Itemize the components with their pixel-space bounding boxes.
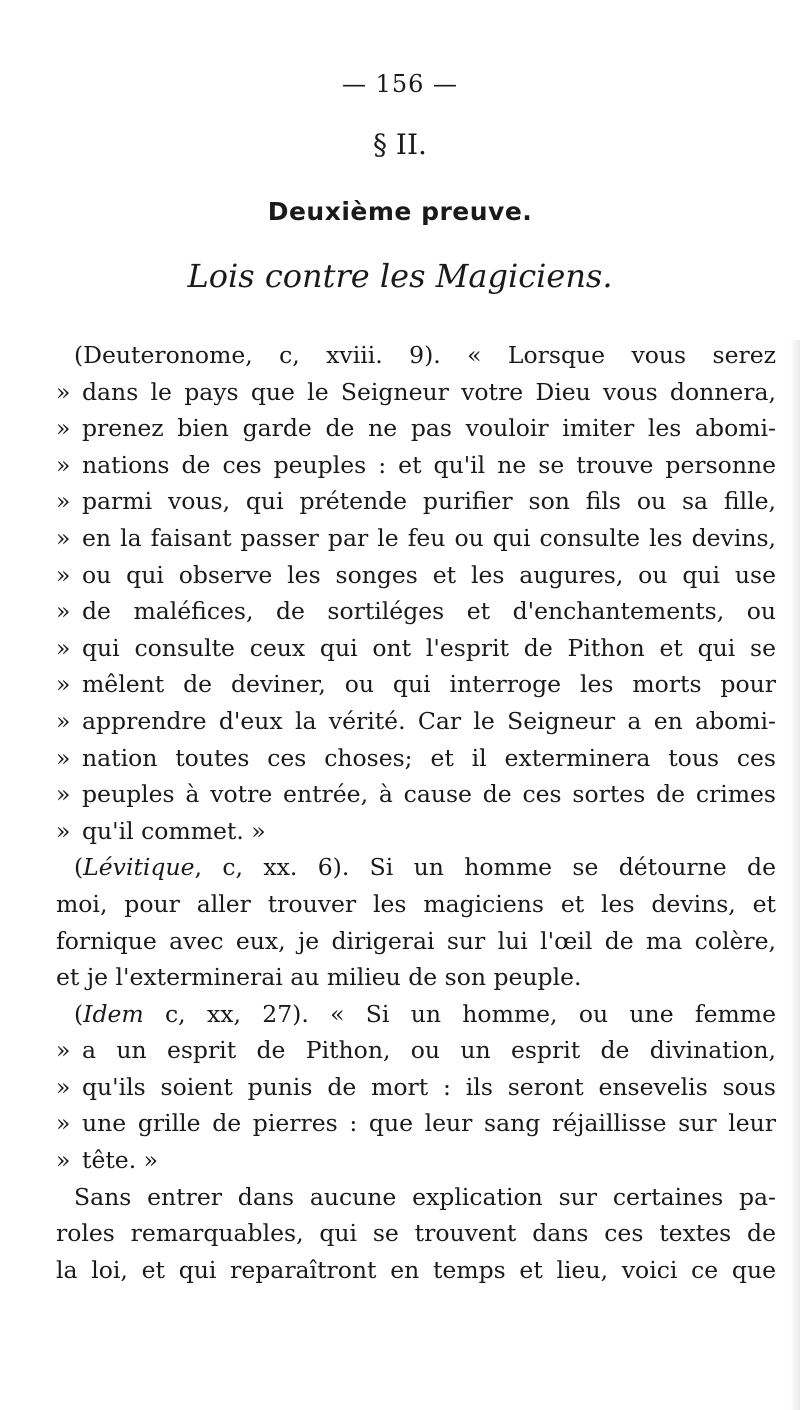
text-line <box>56 557 776 594</box>
quote-mark: » <box>56 560 71 589</box>
text-line <box>56 1179 776 1216</box>
line-text: nations de ces peuples : et qu'il ne se trouve personne <box>82 450 776 479</box>
text-line <box>56 374 776 411</box>
text-line <box>56 593 776 630</box>
line-text: a un esprit de Pithon, ou un esprit de divination, <box>82 1036 776 1065</box>
quote-mark: » <box>56 633 71 662</box>
text-line <box>56 1069 776 1106</box>
text-line <box>56 410 776 447</box>
text-line <box>56 959 776 996</box>
quote-mark: » <box>56 706 71 735</box>
line-text: apprendre d'eux la vérité. Car le Seigneur a en abomi- <box>82 706 776 735</box>
line-text: Sans entrer dans aucune explication sur certaines pa- <box>74 1182 776 1211</box>
line-text: de maléfices, de sortiléges et d'enchantements, ou <box>82 597 776 626</box>
text-line <box>56 1142 776 1179</box>
line-text: parmi vous, qui prétende purifier son fils ou sa fille, <box>82 487 776 516</box>
line-text: nation toutes ces choses; et il exterminera tous ces <box>82 743 776 772</box>
text-line <box>56 886 776 923</box>
text-line: (Lévitique, c, xx. 6). Si un homme se détourne de <box>74 853 776 882</box>
line-text: fornique avec eux, je dirigerai sur lui l'œil de ma colère, <box>56 926 776 955</box>
line-text: moi, pour aller trouver les magiciens et les devins, et <box>56 889 776 918</box>
line-text: qu'ils soient punis de mort : ils seront ensevelis sous <box>82 1072 776 1101</box>
section-subheading: Lois contre les Magiciens. <box>187 257 613 295</box>
quote-mark: » <box>56 377 71 406</box>
citation-title: Idem <box>83 999 144 1028</box>
line-text: qu'il commet. » <box>82 816 266 845</box>
text-line <box>56 447 776 484</box>
quote-mark: » <box>56 670 71 699</box>
page-edge-shadow <box>790 340 800 1410</box>
text-line <box>56 520 776 557</box>
quote-mark: » <box>56 487 71 516</box>
line-text: mêlent de deviner, ou qui interroge les morts pour <box>82 670 776 699</box>
quote-mark: » <box>56 1146 71 1175</box>
text-line <box>56 630 776 667</box>
text-line <box>56 1105 776 1142</box>
quote-mark: » <box>56 816 71 845</box>
line-text: en la faisant passer par le feu ou qui consulte les devins, <box>82 523 776 552</box>
line-text: prenez bien garde de ne pas vouloir imiter les abomi- <box>82 414 776 443</box>
text-line <box>56 813 776 850</box>
line-text: , c, xx. 6). Si un homme se détourne de <box>194 853 776 882</box>
body-text <box>56 337 776 1288</box>
line-text: (Deuteronome, c, xviii. 9). « Lorsque vous serez <box>74 341 776 369</box>
text-line <box>56 666 776 703</box>
line-text: c, xx, 27). « Si un homme, ou une femme <box>143 999 776 1028</box>
text-line: (Idem c, xx, 27). « Si un homme, ou une femme <box>74 999 776 1028</box>
quote-mark: » <box>56 414 71 443</box>
text-line <box>56 1252 776 1289</box>
text-line <box>56 1032 776 1069</box>
page-number: — 156 — <box>341 70 459 98</box>
line-text: roles remarquables, qui se trouvent dans ces textes de <box>56 1219 776 1248</box>
section-number: § II. <box>373 128 427 161</box>
text-line <box>56 1215 776 1252</box>
quote-mark: » <box>56 450 71 479</box>
section-heading: Deuxième preuve. <box>267 197 533 226</box>
line-text: ou qui observe les songes et les augures, ou qui use <box>82 560 776 589</box>
quote-mark: » <box>56 1109 71 1138</box>
line-text: qui consulte ceux qui ont l'esprit de Pithon et qui se <box>82 633 776 662</box>
text-line <box>56 703 776 740</box>
quote-mark: » <box>56 743 71 772</box>
line-text: dans le pays que le Seigneur votre Dieu vous donnera, <box>82 377 776 406</box>
quote-mark: » <box>56 1072 71 1101</box>
quote-mark: » <box>56 597 71 626</box>
text-line <box>56 740 776 777</box>
text-line <box>56 776 776 813</box>
quote-mark: » <box>56 1036 71 1065</box>
quote-mark: » <box>56 523 71 552</box>
line-text: tête. » <box>82 1146 159 1175</box>
line-text: la loi, et qui reparaîtront en temps et lieu, voici ce que <box>56 1255 776 1284</box>
text-line <box>56 483 776 520</box>
text-line <box>56 923 776 960</box>
quote-mark: » <box>56 780 71 809</box>
line-text: et je l'exterminerai au milieu de son peuple. <box>56 963 582 992</box>
text-line <box>56 337 776 374</box>
line-text: peuples à votre entrée, à cause de ces sortes de crimes <box>82 780 776 809</box>
line-text: une grille de pierres : que leur sang réjaillisse sur leur <box>82 1109 776 1138</box>
citation-title: Lévitique <box>83 853 195 882</box>
